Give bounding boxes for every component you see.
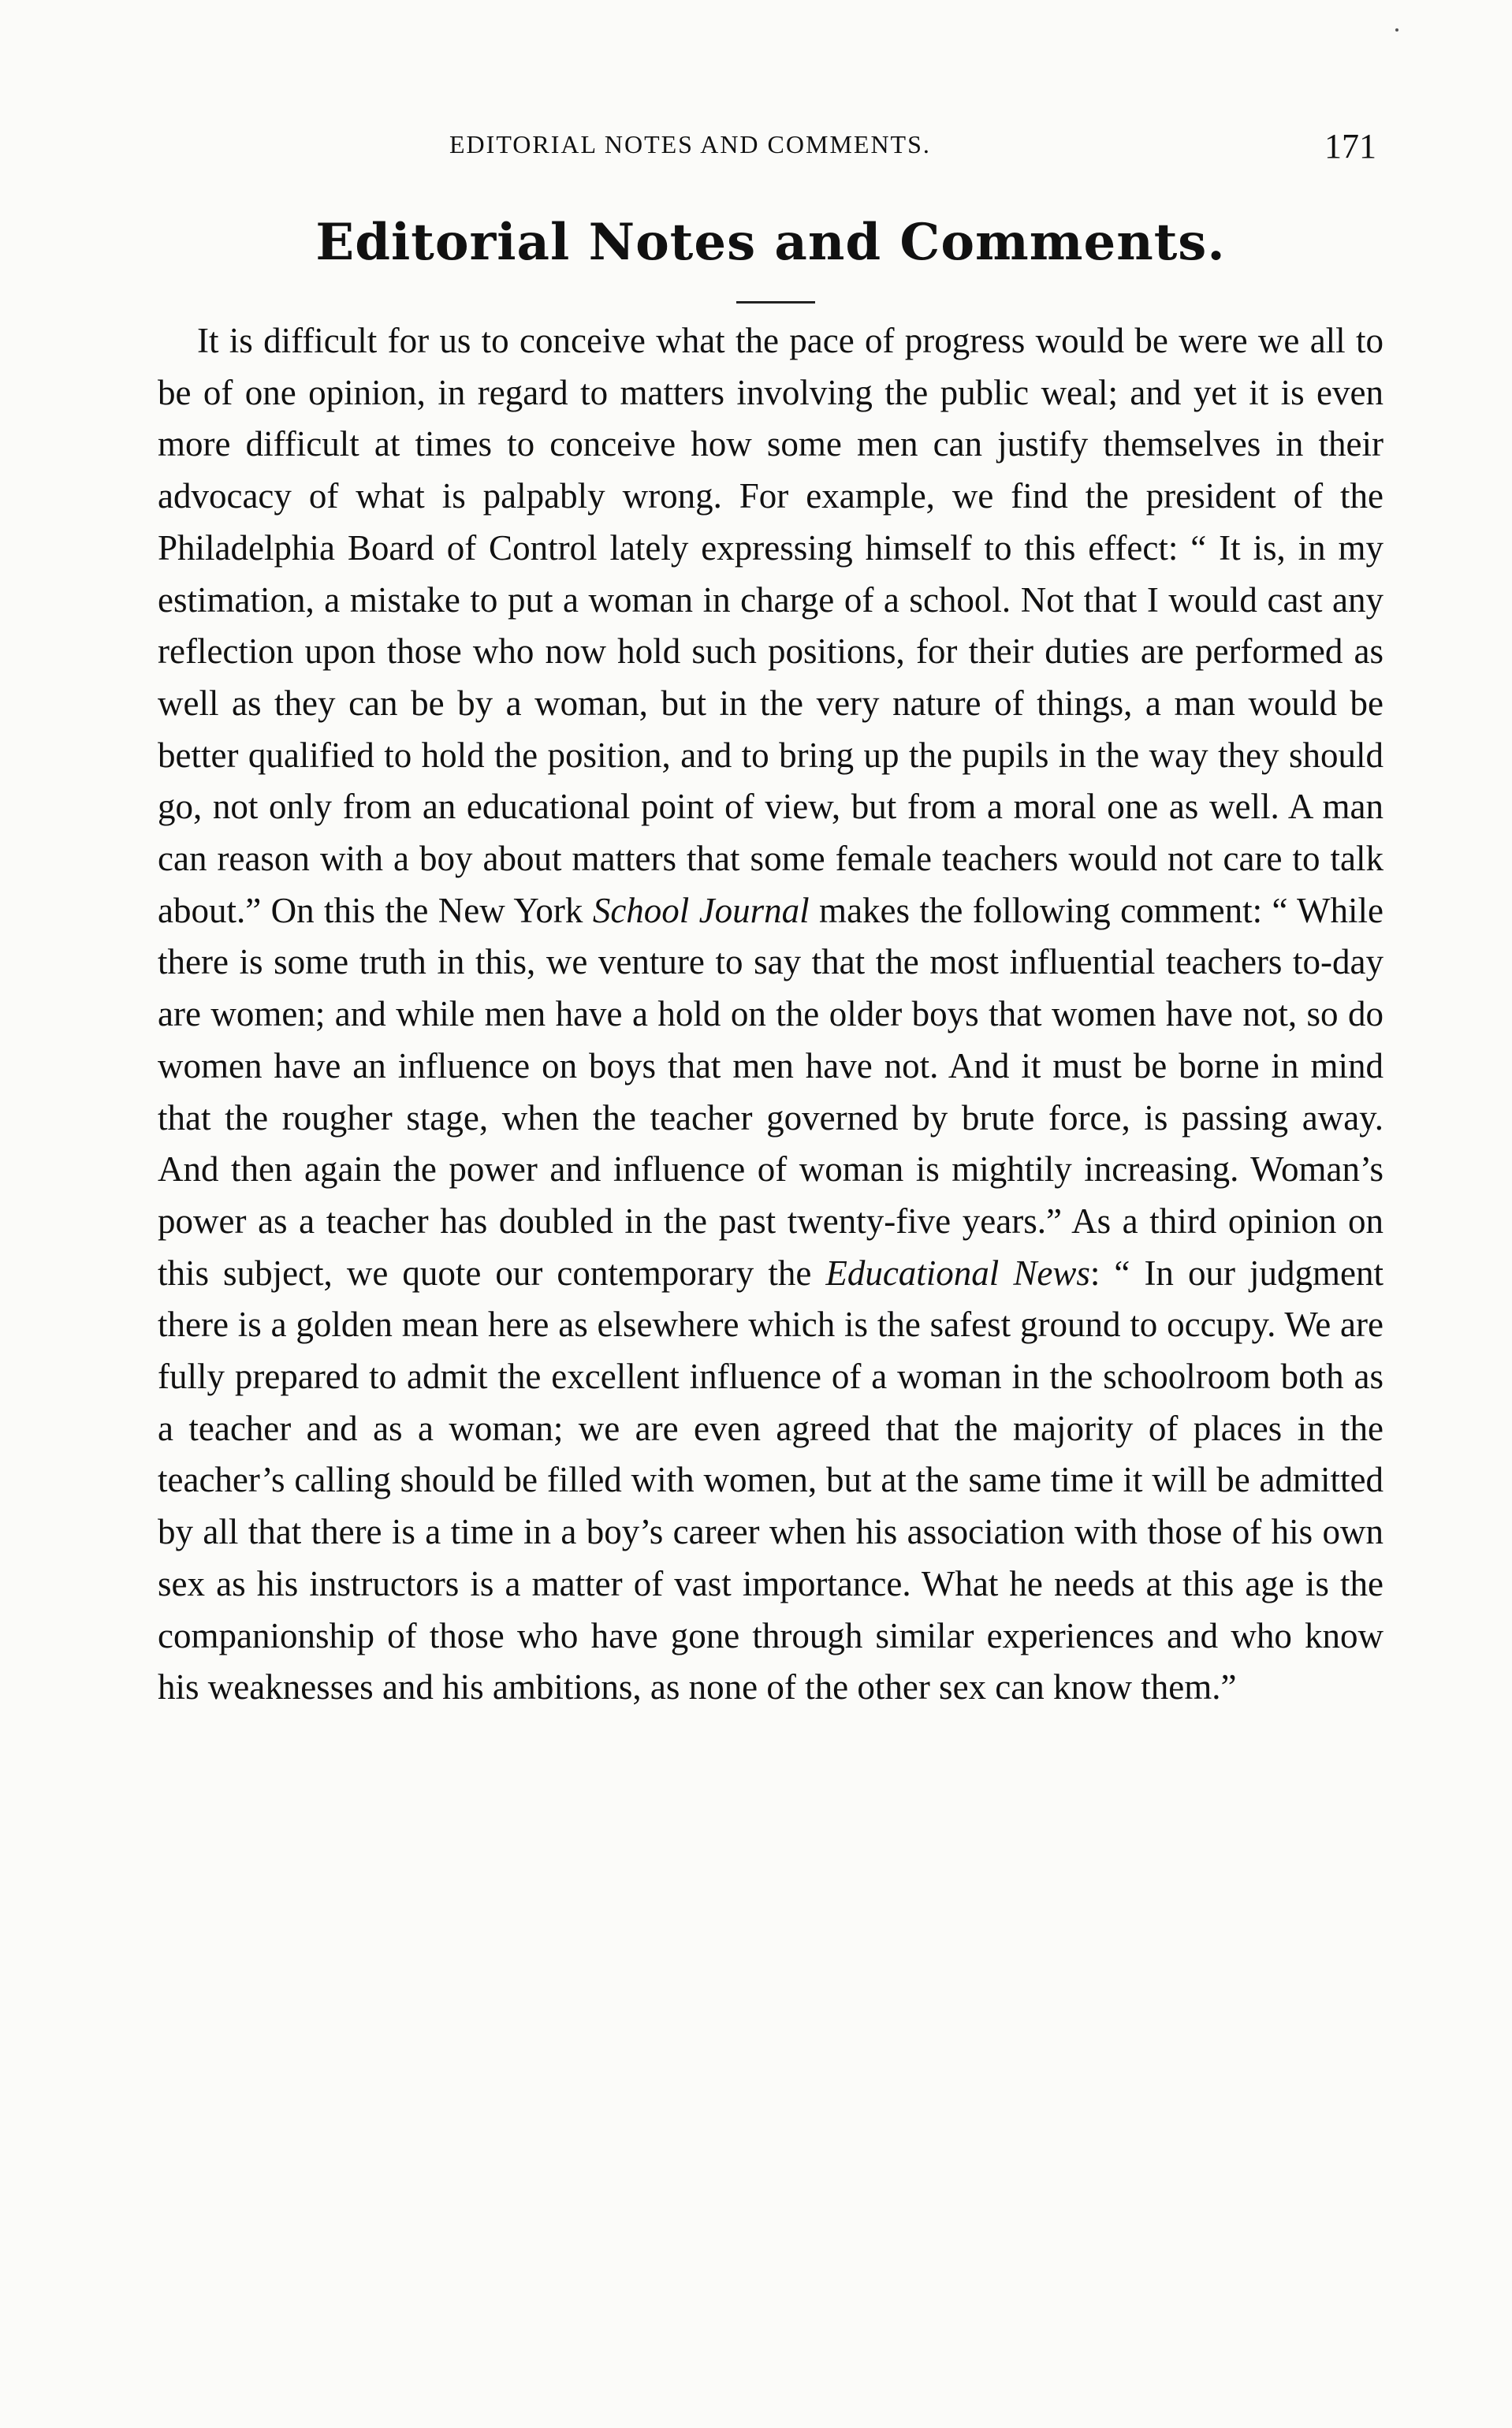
body-segment-1: It is difficult for us to conceive what the pace of progress would be were we all to be of one opinion, in regard to matters involving the public weal; and yet it is even more difficult at times to conceive how some men can justify themselves in their advocacy of what is palpably wrong. For example, we find the president of the Philadelphia Board of Control lately expressing himself to this effect: “ It is, in my estimation, a mistake to put a woman in charge of a school. Not that I would cast any reflection upon those who now hold such positions, for their duties are performed as well as they can be by a woman, but in the very nature of things, a man would be better qualified to hold the position, and to bring up the pupils in the way they should go, not only from an educational point of view, but from a moral one as well. A man can reason with a boy about matters that some female teachers would not care to talk about.” On this the New York bbox=[158, 321, 1384, 930]
article-title: Editorial Notes and Comments. bbox=[315, 213, 1226, 272]
running-head: EDITORIAL NOTES AND COMMENTS. bbox=[449, 130, 931, 158]
journal-name-school-journal: School Journal bbox=[592, 890, 810, 930]
article-body bbox=[158, 315, 1384, 1714]
journal-name-educational-news: Educational News bbox=[825, 1253, 1090, 1293]
page-number: 171 bbox=[1324, 127, 1376, 166]
body-segment-2: makes the following comment: “ While there is some truth in this, we venture to say that the most influential teachers to-day are women; and while men have a hold on the older boys that women have not, so do women have an influence on boys that men have not. And it must be borne in mind that the rougher stage, when the teacher governed by brute force, is passing away. And then again the power and influence of woman is mightily increasing. Woman’s power as a teacher has doubled in the past twenty-five years.” As a third opinion on this subject, we quote our contemporary the bbox=[158, 890, 1384, 1293]
scan-speck bbox=[1395, 28, 1398, 32]
body-segment-3: : “ In our judgment there is a golden mean here as elsewhere which is the safest ground to occupy. We are fully prepared to admit the excellent influence of a woman in the schoolroom both as a teacher and as a woman; we are even agreed that the majority of places in the teacher’s calling should be filled with women, but at the same time it will be admitted by all that there is a time in a boy’s career when his association with those of his own sex as his instructors is a matter of vast importance. What he needs at this age is the companionship of those who have gone through similar experiences and who know his weaknesses and his ambitions, as none of the other sex can know them.” bbox=[158, 1253, 1384, 1707]
title-rule bbox=[736, 301, 815, 304]
